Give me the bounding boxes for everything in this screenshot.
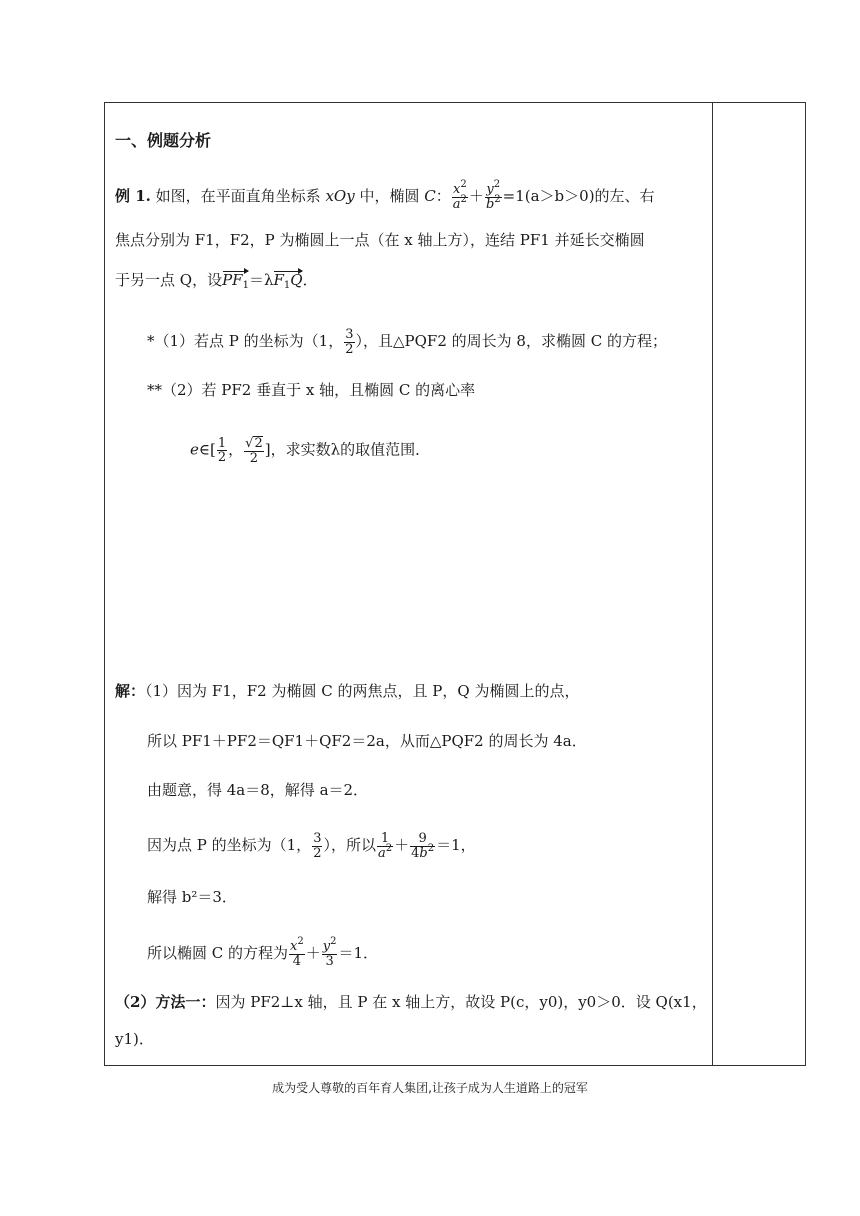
method-1-label: （2）方法一：: [115, 993, 216, 1011]
solution-line-3: 由题意，得 4a＝8，解得 a＝2．: [147, 781, 369, 799]
solution-line-1: [115, 684, 579, 699]
example-line-1: 例 1. 如图，在平面直角坐标系 xOy 中，椭圆 C： $\frac{x^2}{a^2}$ ＋ $\frac{y^2}{b^2}$ =1(a＞b＞0)的左、右: [115, 179, 655, 212]
solution-s4-c: ＝1，: [436, 836, 476, 855]
fraction-1-a2: $\frac{1}{a^2}$: [377, 831, 393, 861]
solution-s6-a: 所以椭圆 C 的方程为: [147, 944, 289, 963]
part-1-a: *（1）若点 P 的坐标为（1，: [147, 332, 344, 351]
ellipse-condition: =1(a＞b＞0)的左、右: [502, 187, 655, 206]
method-1-text: 因为 PF2⊥x 轴，且 P 在 x 轴上方，故设 P(c，y0)，y0＞0．设 Q(x1，: [215, 993, 707, 1011]
solution-s4-b: ），所以: [323, 836, 376, 855]
example-label: 例 1.: [115, 187, 151, 206]
part-2: **（2）若 PF2 垂直于 x 轴，且椭圆 C 的离心率: [147, 381, 476, 399]
fraction-x2-4: $\frac{x^2}{4}$: [290, 936, 304, 969]
fraction-sqrt2-2: $\frac{√2}{2}$: [245, 436, 263, 466]
solution-label: 解：: [115, 682, 146, 700]
vector-f1q: $F_1Q$: [273, 271, 303, 291]
part-2-b: ，求实数λ的取值范围．: [270, 440, 431, 459]
fraction-x2-a2: $\frac{x^2}{a^2}$: [452, 179, 467, 212]
column-divider: [712, 102, 713, 1066]
fraction-y2-b2: $\frac{y^2}{b^2}$: [485, 179, 501, 212]
fraction-9-4b2: $\frac{9}{4b^2}$: [411, 831, 435, 861]
solution-line-4: 因为点 P 的坐标为（1， $\frac{3}{2}$ ），所以 $\frac{1}{a^2}$ ＋ $\frac{9}{4b^2}$ ＝1，: [147, 831, 476, 861]
fraction-1-2: $\frac{1}{2}$: [217, 435, 227, 466]
solution-line-2: 所以 PF1＋PF2＝QF1＋QF2＝2a，从而△PQF2 的周长为 4a．: [147, 732, 587, 750]
solution-line-6: 所以椭圆 C 的方程为 $\frac{x^2}{4}$ ＋ $\frac{y^2}{3}$ ＝1．: [147, 936, 379, 969]
example-intro-2: 中，椭圆: [359, 187, 420, 206]
example-line-2: 焦点分别为 F1，F2，P 为椭圆上一点（在 x 轴上方），连结 PF1 并延长交椭圆: [115, 231, 645, 249]
section-title: 一、例题分析: [115, 131, 212, 150]
vector-pf1: $PF_1$: [222, 271, 249, 291]
part-1: [147, 328, 667, 356]
method-1-line: [115, 995, 707, 1010]
solution-s6-b: ＝1．: [338, 944, 379, 963]
ellipse-name: C: [424, 187, 436, 206]
fraction-3-2: $\frac{3}{2}$: [345, 327, 354, 357]
example-line-3: 于另一点 Q，设$PF_1=\lambda F_1Q$．: [115, 271, 318, 291]
fraction-y2-3: $\frac{y^2}{3}$: [322, 936, 337, 969]
coord-system: xOy: [325, 187, 355, 206]
solution-s4-a: 因为点 P 的坐标为（1，: [147, 836, 312, 855]
solution-line-5: 解得 b²＝3．: [147, 888, 237, 906]
solution-s1: （1）因为 F1，F2 为椭圆 C 的两焦点，且 P，Q 为椭圆上的点，: [145, 682, 580, 700]
example-line-3-a: 于另一点 Q，设: [115, 271, 223, 289]
example-line-3-b: ．: [302, 271, 318, 289]
method-1-continued: y1)．: [115, 1030, 154, 1048]
part-1-b: ），且△PQF2 的周长为 8，求椭圆 C 的方程；: [355, 332, 667, 351]
example-intro-1: 如图，在平面直角坐标系: [155, 187, 321, 206]
footer-slogan: 成为受人尊敬的百年育人集团,让孩子成为人生道路上的冠军: [272, 1081, 588, 1095]
fraction-3-2b: $\frac{3}{2}$: [313, 831, 322, 861]
part-2-range: e∈[ $\frac{1}{2}$ ， $\frac{√2}{2}$ ]，求实数λ的取值范围．: [190, 435, 431, 466]
